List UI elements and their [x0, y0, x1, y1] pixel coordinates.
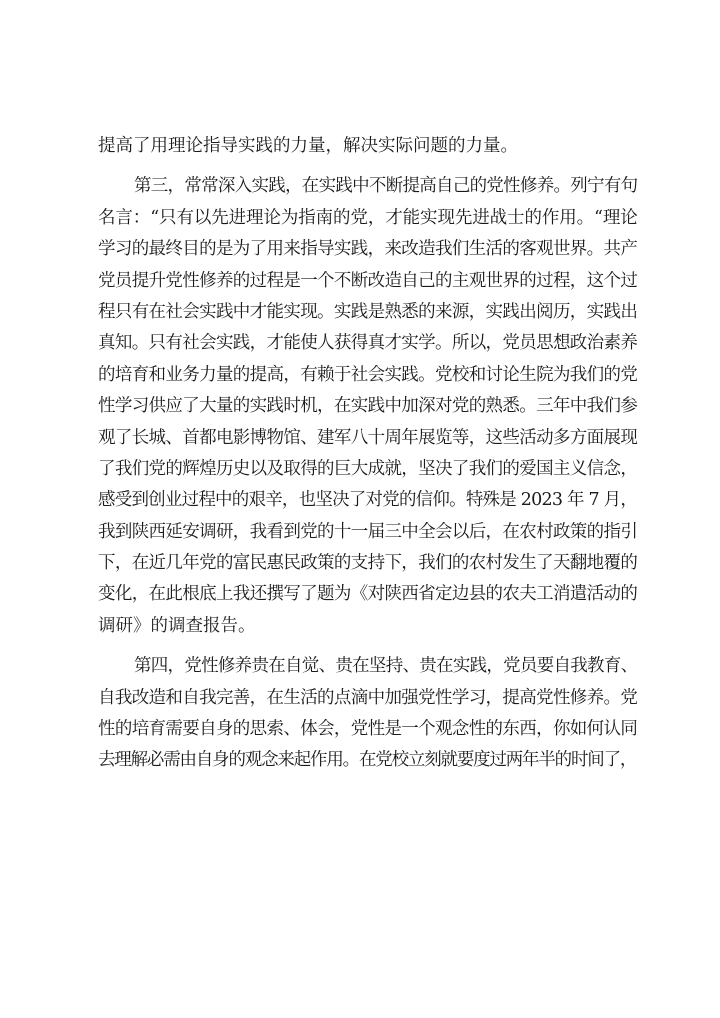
text-line: 感受到创业过程中的艰辛，也坚决了对党的信仰。特殊是 2023 年 7 月， — [98, 490, 638, 511]
text-line: 变化，在此根底上我还撰写了题为《对陕西省定边县的农夫工消遣活动的 — [98, 584, 638, 605]
paragraph-3 — [98, 651, 638, 777]
document-body — [98, 131, 638, 777]
text-line: 观了长城、首都电影博物馆、建军八十周年展览等，这些活动多方面展现 — [98, 427, 638, 448]
text-line: 名言：“只有以先进理论为指南的党，才能实现先进战士的作用。“理论 — [98, 207, 638, 228]
text-line: 自我改造和自我完善，在生活的点滴中加强党性学习，提高党性修养。党 — [98, 687, 638, 708]
text-line: 第四，党性修养贵在自觉、贵在坚持、贵在实践，党员要自我教育、 — [134, 656, 638, 677]
text-line: 我到陕西延安调研，我看到党的十一届三中全会以后，在农村政策的指引 — [98, 521, 638, 542]
text-line: 了我们党的辉煌历史以及取得的巨大成就，坚决了我们的爱国主义信念， — [98, 458, 638, 479]
paragraph-2 — [98, 171, 638, 642]
text-line: 党员提升党性修养的过程是一个不断改造自己的主观世界的过程，这个过 — [98, 270, 638, 291]
text-line: 的培育和业务力量的提高，有赖于社会实践。党校和讨论生院为我们的党 — [98, 364, 638, 385]
text-line: 性的培育需要自身的思索、体会，党性是一个观念性的东西，你如何认同 — [98, 719, 638, 740]
text-line: 学习的最终目的是为了用来指导实践，来改造我们生活的客观世界。共产 — [98, 239, 638, 260]
text-line: 程只有在社会实践中才能实现。实践是熟悉的来源，实践出阅历，实践出 — [98, 301, 638, 322]
text-line: 第三，常常深入实践，在实践中不断提高自己的党性修养。列宁有句 — [134, 176, 638, 197]
text-line: 提高了用理论指导实践的力量，解决实际问题的力量。 — [98, 136, 518, 156]
text-line: 下，在近几年党的富民惠民政策的支持下，我们的农村发生了天翻地覆的 — [98, 553, 638, 574]
text-line: 去理解必需由自身的观念来起作用。在党校立刻就要度过两年半的时间了， — [98, 750, 637, 771]
text-line: 真知。只有社会实践，才能使人获得真才实学。所以，党员思想政治素养 — [98, 333, 638, 354]
text-line: 性学习供应了大量的实践时机，在实践中加深对党的熟悉。三年中我们参 — [98, 396, 638, 417]
text-line: 调研》的调查报告。 — [98, 615, 256, 636]
paragraph-1 — [98, 131, 638, 162]
